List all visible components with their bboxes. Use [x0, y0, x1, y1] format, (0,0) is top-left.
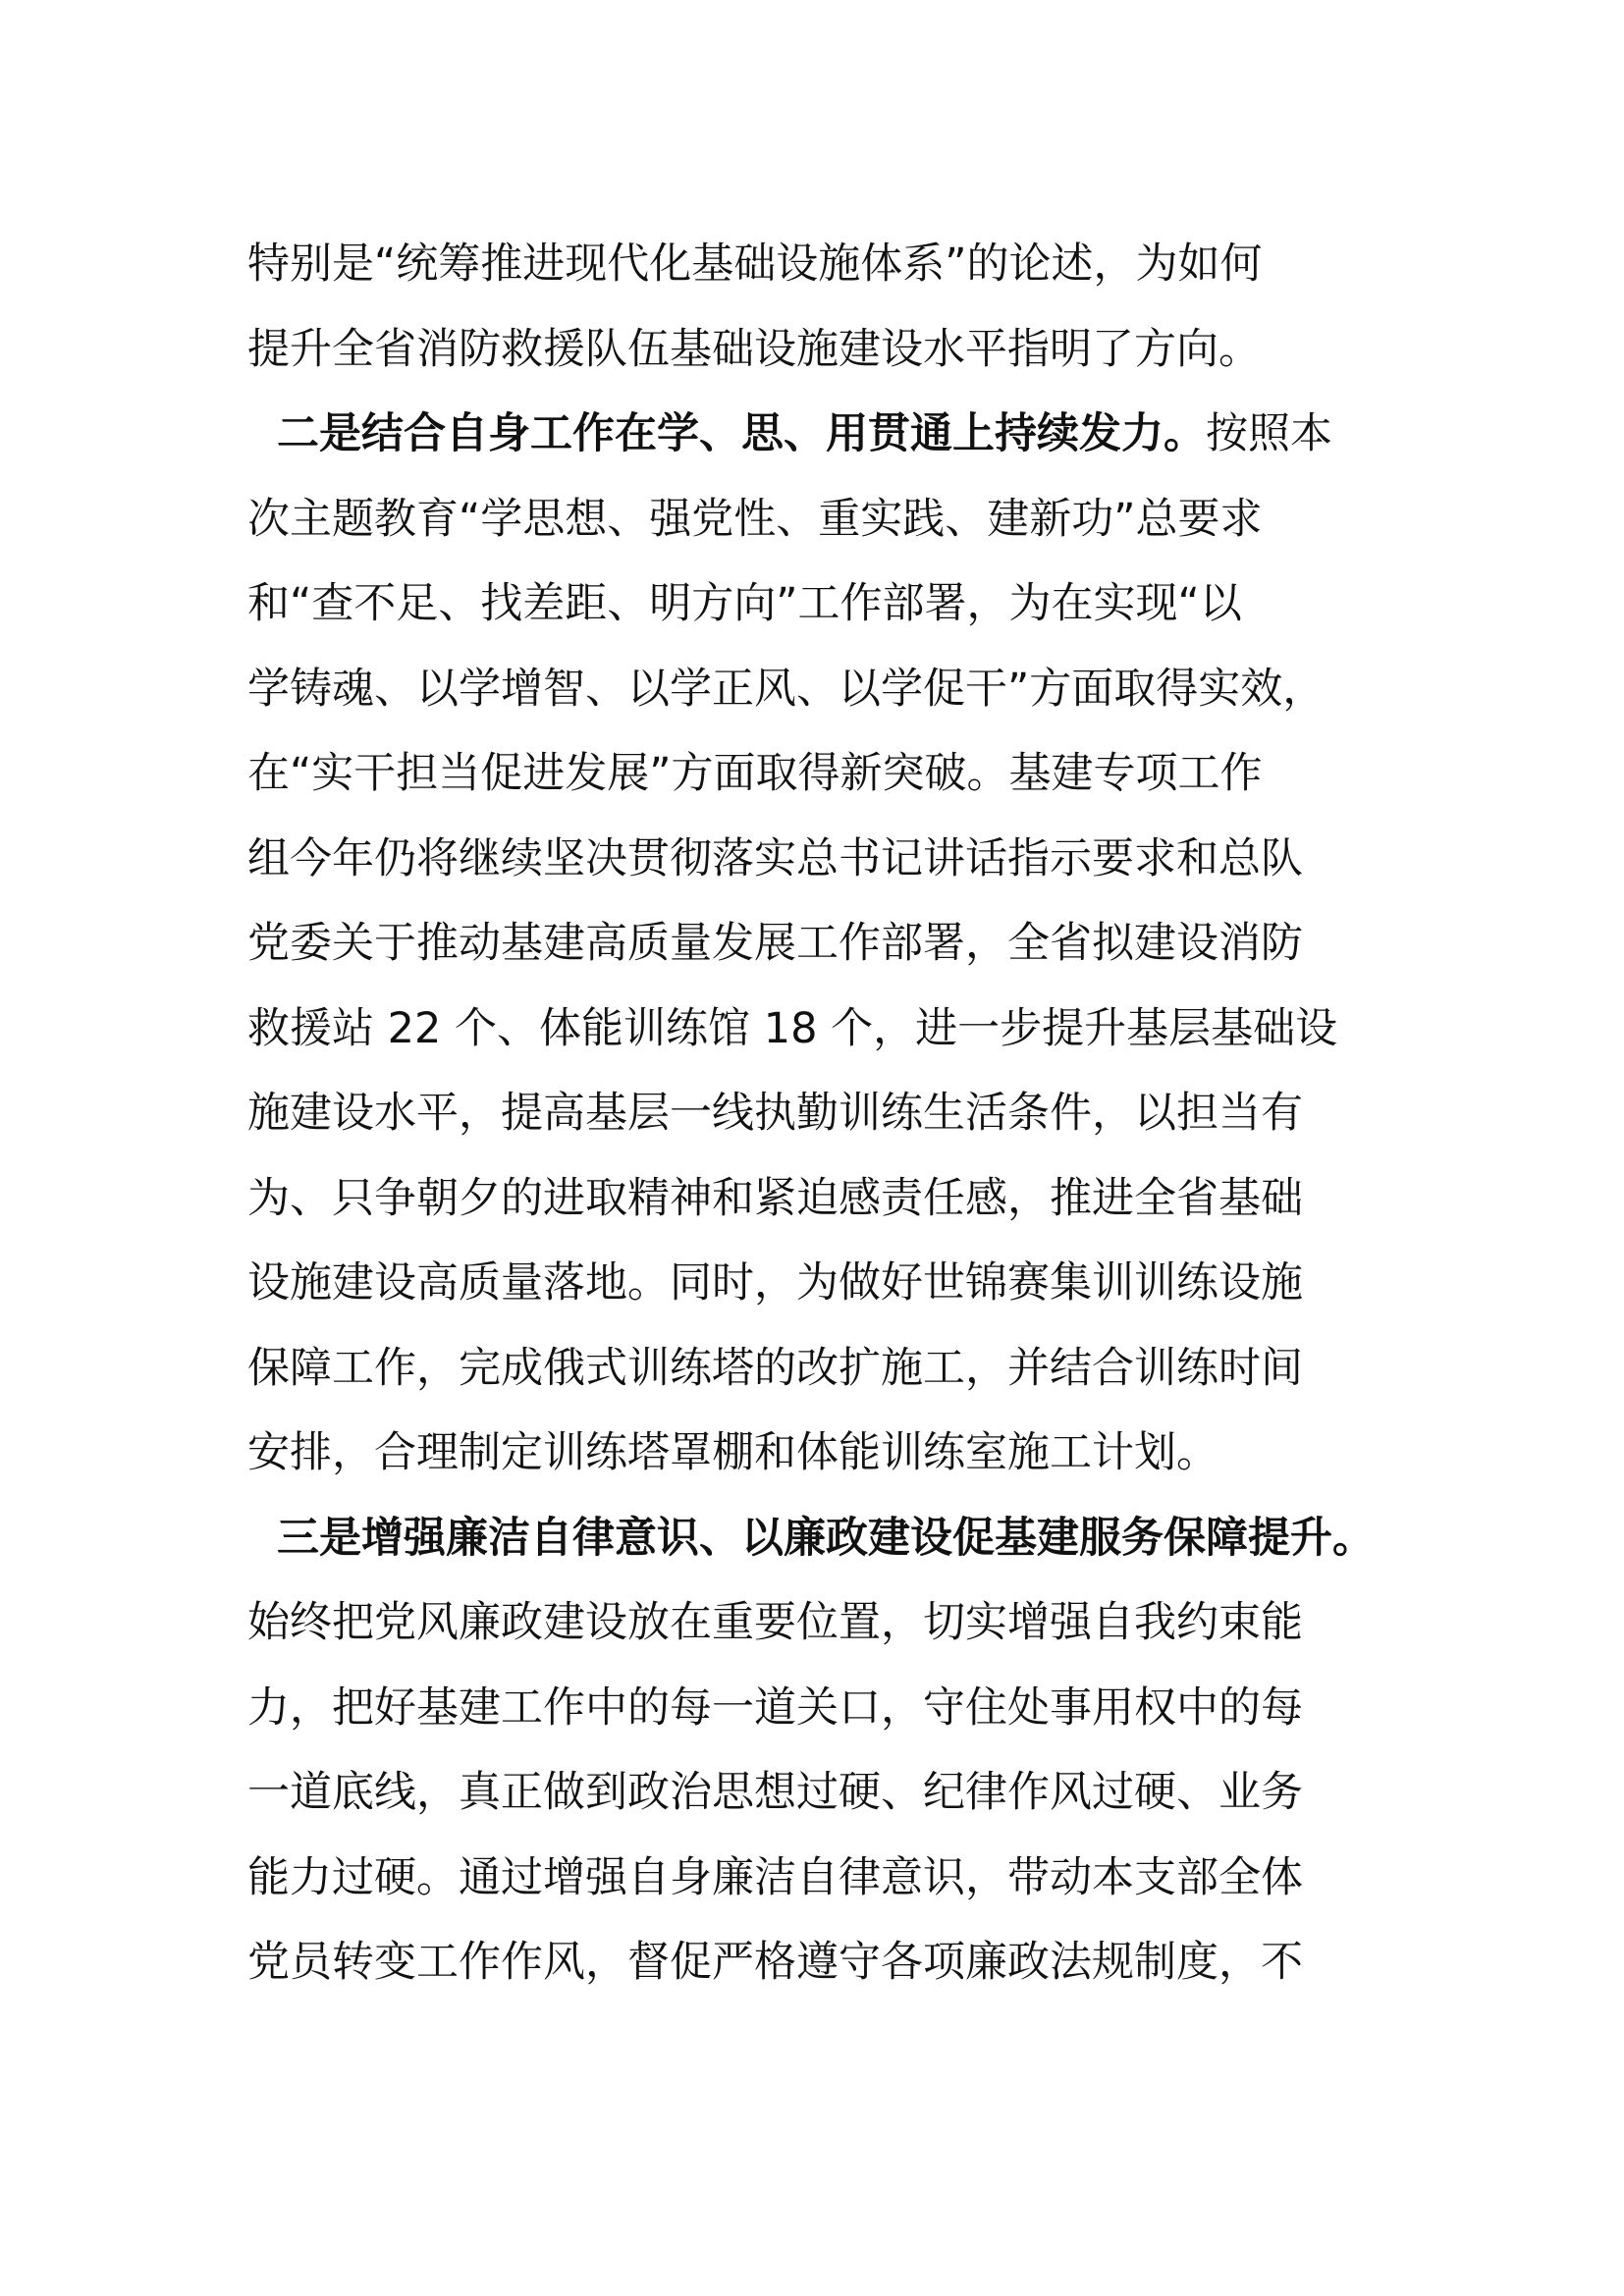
line-text: 设施建设高质量落地。同时，为做好世锦赛集训训练设施	[247, 1258, 1303, 1308]
text-line	[247, 1326, 1406, 1412]
text-line	[247, 222, 1406, 307]
line-text: 救援站 22 个、体能训练馆 18 个，进一步提升基层基础设	[247, 1003, 1338, 1053]
text-line	[247, 1411, 1406, 1496]
text-line	[247, 392, 1406, 477]
line-text: 党委关于推动基建高质量发展工作部署，全省拟建设消防	[247, 919, 1303, 968]
line-text: 始终把党风廉政建设放在重要位置，切实增强自我约束能	[247, 1598, 1303, 1647]
line-text: 特别是“统筹推进现代化基础设施体系”的论述，为如何	[247, 240, 1263, 289]
text-line	[247, 731, 1406, 817]
line-text: 党员转变工作作风，督促严格遵守各项廉政法规制度，不	[247, 1938, 1303, 1987]
line-text: 在“实干担当促进发展”方面取得新突破。基建专项工作	[247, 749, 1263, 798]
text-line	[247, 987, 1406, 1072]
text-line	[247, 1496, 1406, 1581]
line-text: 次主题教育“学思想、强党性、重实践、建新功”总要求	[247, 494, 1263, 544]
text-line	[247, 1666, 1406, 1751]
line-text: 力，把好基建工作中的每一道关口，守住处事用权中的每	[247, 1682, 1303, 1733]
body-text	[247, 222, 1406, 2005]
line-text: 保障工作，完成俄式训练塔的改扩施工，并结合训练时间	[247, 1343, 1303, 1393]
line-text: 按照本	[1206, 409, 1332, 458]
text-line	[247, 817, 1406, 902]
text-line	[247, 477, 1406, 562]
text-line	[247, 647, 1406, 732]
text-line	[247, 1750, 1406, 1836]
text-line	[247, 901, 1406, 987]
line-text: 一道底线，真正做到政治思想过硬、纪律作风过硬、业务	[247, 1768, 1303, 1817]
line-text: 组今年仍将继续坚决贯彻落实总书记讲话指示要求和总队	[247, 833, 1303, 883]
text-line	[247, 1920, 1406, 2005]
line-text: 和“查不足、找差距、明方向”工作部署，为在实现“以	[247, 579, 1242, 628]
line-text: 提升全省消防救援队伍基础设施建设水平指明了方向。	[247, 324, 1261, 374]
text-line	[247, 561, 1406, 647]
paragraph-lead-heading: 三是增强廉洁自律意识、以廉政建设促基建服务保障提升。	[277, 1513, 1375, 1563]
paragraph-lead-heading: 二是结合自身工作在学、思、用贯通上持续发力。	[277, 409, 1206, 458]
text-line	[247, 1071, 1406, 1156]
text-line	[247, 1156, 1406, 1242]
text-line	[247, 1580, 1406, 1666]
line-text: 能力过硬。通过增强自身廉洁自律意识，带动本支部全体	[247, 1852, 1303, 1902]
text-line	[247, 1241, 1406, 1326]
line-text: 为、只争朝夕的进取精神和紧迫感责任感，推进全省基础	[247, 1173, 1303, 1223]
text-line	[247, 1836, 1406, 1921]
line-text: 学铸魂、以学增智、以学正风、以学促干”方面取得实效，	[247, 664, 1326, 714]
text-line	[247, 307, 1406, 393]
line-text: 施建设水平，提高基层一线执勤训练生活条件，以担当有	[247, 1089, 1303, 1138]
line-text: 安排，合理制定训练塔罩棚和体能训练室施工计划。	[247, 1428, 1218, 1477]
